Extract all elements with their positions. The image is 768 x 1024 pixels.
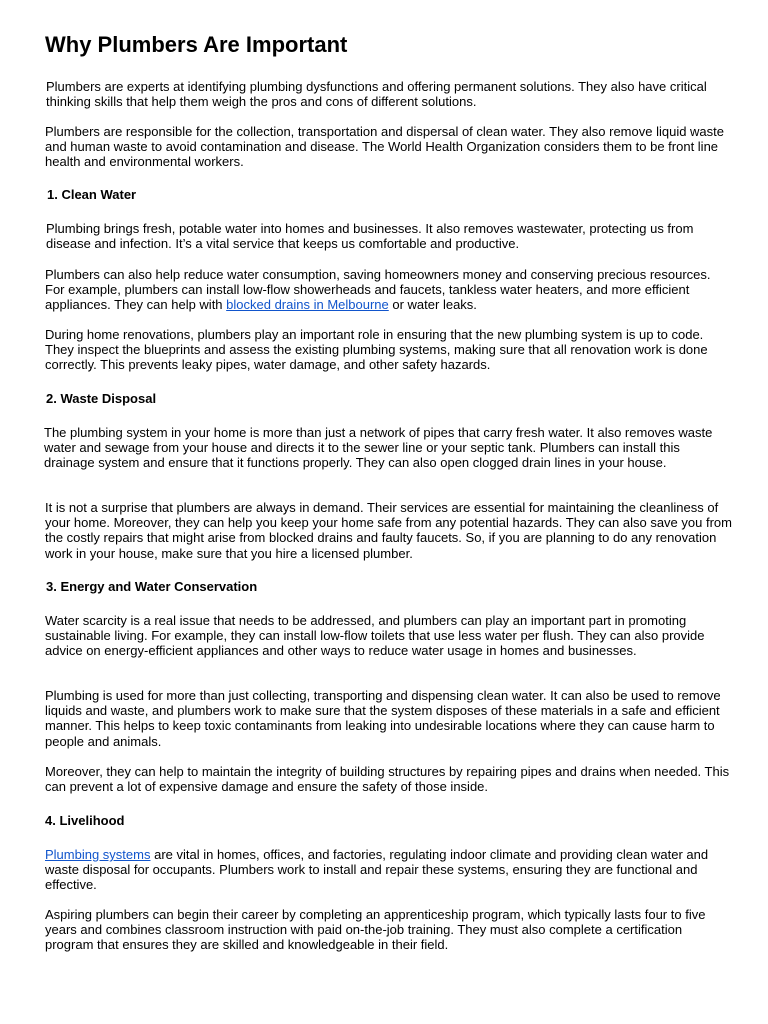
clean-water-paragraph-2 (45, 267, 733, 313)
intro-paragraph-2: Plumbers are responsible for the collection, transportation and dispersal of clean water. They also remove liquid waste and human waste to avoid contamination and disease. The World Health Organization considers them to be front line health and environmental workers. (45, 124, 725, 170)
energy-water-paragraph-1: Water scarcity is a real issue that needs to be addressed, and plumbers can play an important part in promoting sustainable living. For example, they can install low-flow toilets that use less water per flush. They can also provide advice on energy-efficient appliances and other ways to reduce water usage in homes and businesses. (45, 613, 705, 659)
blocked-drains-link[interactable]: blocked drains in Melbourne (226, 297, 389, 313)
text-span: Plumbers can also help reduce water consumption, saving homeowners money and conserving precious resources. For example, plumbers can install low-flow showerheads and faucets, tankless water heaters, and more efficient appliances. They can help with (45, 267, 711, 313)
text-span: are vital in homes, offices, and factories, regulating indoor climate and providing clean water and waste disposal for occupants. Plumbers work to install and repair these systems, ensuring they are functional and effective. (45, 847, 709, 893)
waste-disposal-paragraph-2: It is not a surprise that plumbers are always in demand. Their services are essential for maintaining the cleanliness of your home. Moreover, they can help you keep your home safe from any potential hazards. They can also save you from the costly repairs that might arise from blocked drains and faulty faucets. So, if you are planning to do any renovation work in your house, make sure that you hire a licensed plumber. (45, 500, 732, 561)
intro-paragraph-1: Plumbers are experts at identifying plumbing dysfunctions and offering permanent solutions. They also have critical thinking skills that help them weigh the pros and cons of different solutions. (46, 79, 707, 110)
section-heading-waste-disposal: 2. Waste Disposal (46, 391, 157, 406)
section-heading-energy-water: 3. Energy and Water Conservation (46, 579, 258, 594)
waste-disposal-paragraph-1: The plumbing system in your home is more than just a network of pipes that carry fresh water. It also removes waste water and sewage from your house and directs it to the sewer line or your septic tank. Plumbers can install this drainage system and ensure that it functions properly. They can also open clogged drain lines in your house. (44, 425, 713, 471)
livelihood-paragraph-2: Aspiring plumbers can begin their career by completing an apprenticeship program, which typically lasts four to five years and combines classroom instruction with paid on-the-job training. They must also complete a certification program that ensures they are skilled and knowledgeable in their field. (45, 907, 706, 953)
section-heading-clean-water: 1. Clean Water (47, 187, 137, 202)
livelihood-paragraph-1 (45, 847, 733, 893)
clean-water-paragraph-1: Plumbing brings fresh, potable water into homes and businesses. It also removes wastewater, protecting us from disease and infection. It’s a vital service that keeps us comfortable and productive. (46, 221, 694, 252)
text-span: or water leaks. (388, 297, 477, 313)
clean-water-paragraph-3: During home renovations, plumbers play an important role in ensuring that the new plumbing system is up to code. They inspect the blueprints and assess the existing plumbing systems, making sure that all renovation work is done correctly. This prevents leaky pipes, water damage, and other safety hazards. (45, 327, 708, 373)
plumbing-systems-link[interactable]: Plumbing systems (45, 847, 151, 862)
energy-water-paragraph-2: Plumbing is used for more than just collecting, transporting and dispensing clean water. It can also be used to remove liquids and waste, and plumbers work to make sure that the system disposes of these materials in a safe and efficient manner. This helps to keep toxic contaminants from leaking into undesirable locations where they can cause harm to people and animals. (45, 688, 721, 749)
energy-water-paragraph-3: Moreover, they can help to maintain the integrity of building structures by repairing pipes and drains when needed. This can prevent a lot of expensive damage and ensure the safety of those inside. (45, 764, 730, 795)
section-heading-livelihood: 4. Livelihood (45, 813, 125, 828)
page-title: Why Plumbers Are Important (45, 32, 348, 57)
